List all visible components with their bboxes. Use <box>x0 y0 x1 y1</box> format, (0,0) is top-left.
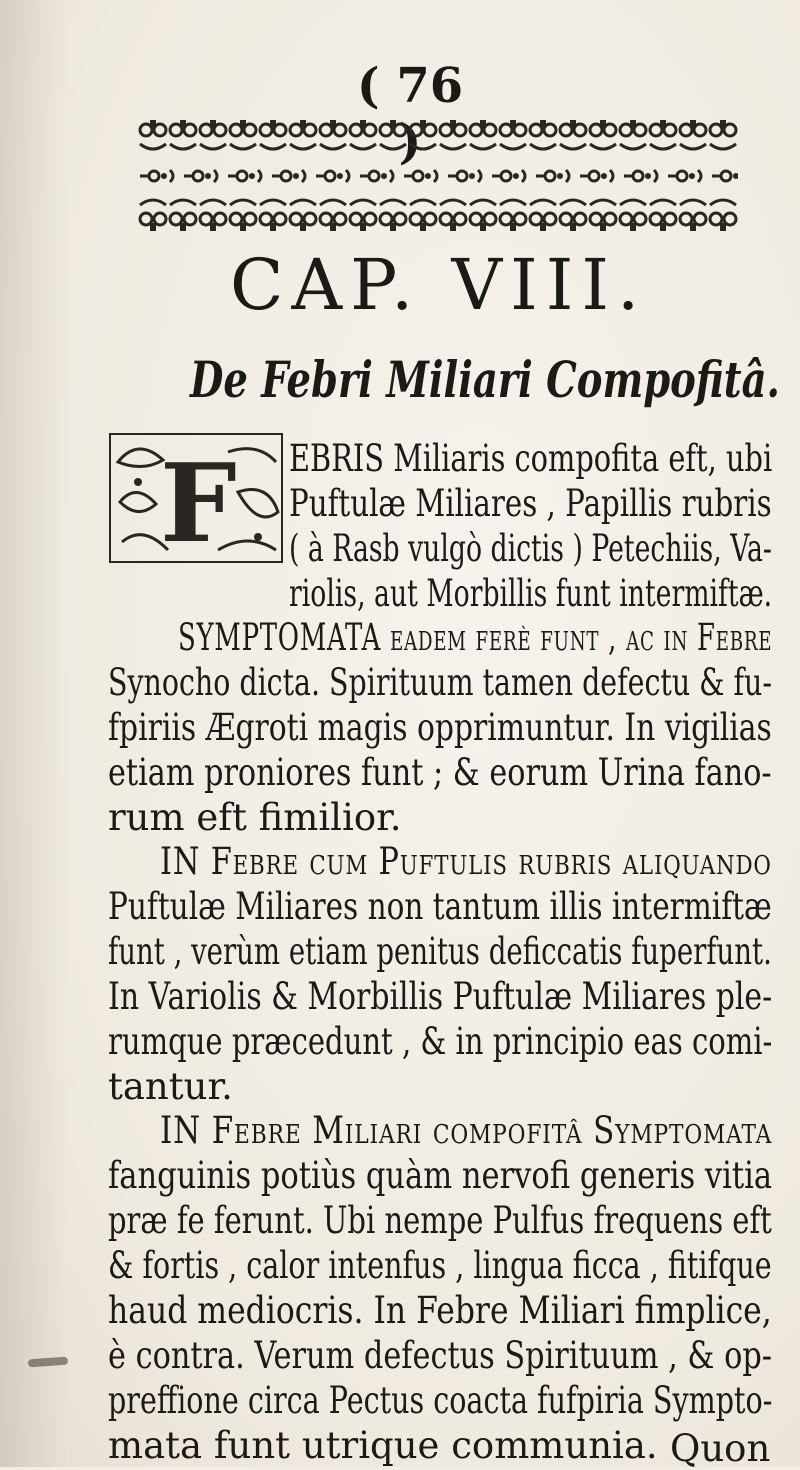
chapter-heading: CAP. VIII. <box>230 244 648 326</box>
dropcap-letter: F <box>160 441 237 564</box>
text-line: tantur. <box>108 1065 233 1108</box>
text-line: & fortis , calor intenfus , lingua ficca , fitifque <box>108 1244 772 1287</box>
text-line: Puftulæ Miliares non tantum illis intermiftæ <box>108 885 772 928</box>
catchword: Quon <box>670 1427 771 1470</box>
text-line: EBRIS Miliaris compofita eft, ubi <box>289 437 773 480</box>
text-line: rumque præcedunt , & in principio eas comi- <box>108 1020 773 1063</box>
page-edge-shadow <box>0 0 70 1467</box>
text-line: riolis, aut Morbillis funt intermiftæ. <box>289 572 773 615</box>
text-line: funt , verùm etiam penitus deficcatis fuperfunt. <box>108 930 772 973</box>
ornament-band-top <box>138 118 738 156</box>
page-number: ( 76 <box>356 58 464 114</box>
text-line: Puftulæ Miliares , Papillis rubris <box>289 482 772 525</box>
ornament-band-bottom <box>138 195 738 233</box>
chapter-title: De Febri Miliari Compofitâ. <box>190 350 780 409</box>
text-line: In Variolis & Morbillis Puftulæ Miliares ple- <box>108 975 773 1018</box>
text-line: fanguinis potiùs quàm nervofi generis vitia <box>108 1154 773 1197</box>
text-line: mata funt utrique communia. <box>108 1424 658 1467</box>
text-line: haud mediocris. In Febre Miliari fimplice, <box>108 1289 772 1332</box>
text-line: SYMPTOMATA eadem ferè funt , ac in Febre <box>178 616 773 659</box>
ornament-band-middle <box>138 160 738 192</box>
text-line: IN Febre cum Puftulis rubris aliquando <box>160 840 772 883</box>
text-line: rum eft fimilior. <box>108 796 402 839</box>
text-line: ( à Rasb vulgò dictis ) Petechiis, Va- <box>289 527 772 570</box>
text-line: etiam proniores funt ; & eorum Urina fano- <box>108 751 772 794</box>
text-line: fpiriis Ægroti magis opprimuntur. In vigilias <box>108 706 772 749</box>
decorated-initial <box>108 432 284 564</box>
text-line: preffione circa Pectus coacta fufpiria Sympto- <box>108 1379 773 1422</box>
text-line: IN Febre Miliari compofitâ Symptomata <box>160 1109 773 1152</box>
text-line: præ fe ferunt. Ubi nempe Pulfus frequens eft <box>108 1199 772 1242</box>
text-line: Synocho dicta. Spirituum tamen defectu & fu- <box>108 661 772 704</box>
text-line: è contra. Verum defectus Spirituum , & op- <box>108 1334 772 1377</box>
